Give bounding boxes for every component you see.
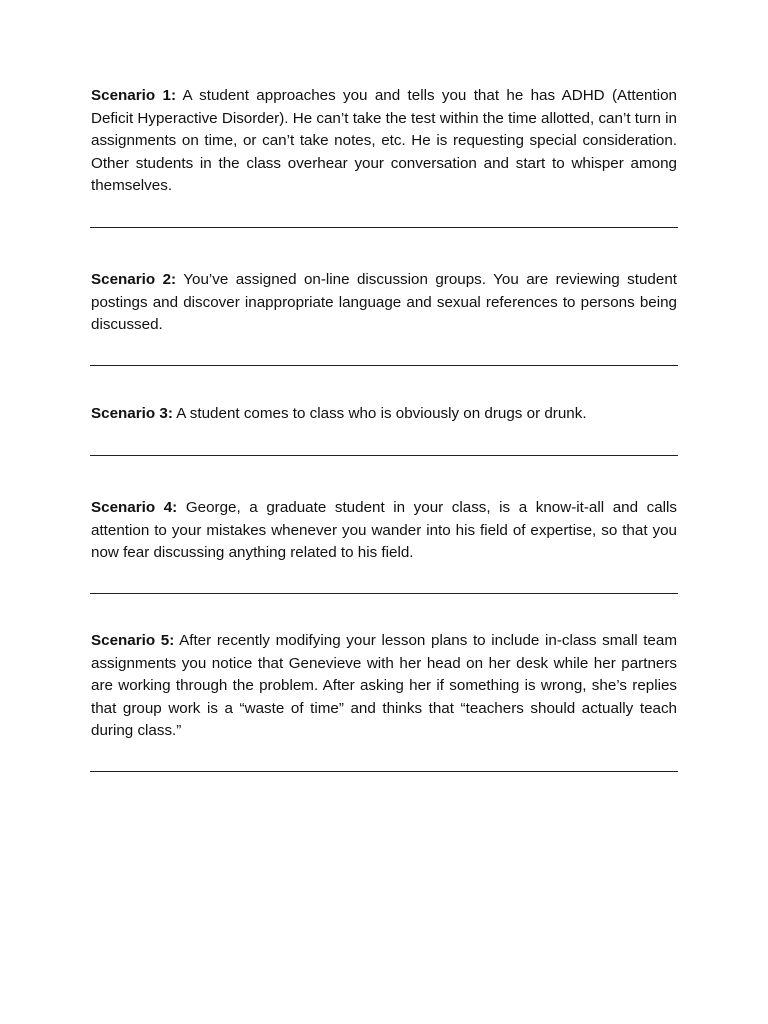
scenario-5-label: Scenario 5: — [91, 632, 175, 649]
answer-line-2 — [90, 365, 678, 366]
scenario-4-text: George, a graduate student in your class, is a know-it-all and calls attention to your mistakes whenever you wander into his field of expertise, so that you now fear discussing anything related to his field. — [91, 499, 677, 561]
answer-line-1 — [90, 227, 678, 228]
scenario-2-label: Scenario 2: — [91, 271, 177, 288]
scenario-2 — [91, 269, 677, 337]
answer-line-3 — [90, 455, 678, 456]
scenario-3-label: Scenario 3: — [91, 405, 173, 422]
scenario-2-text: You’ve assigned on-line discussion groups. You are reviewing student postings and discover inappropriate language and sexual references to persons being discussed. — [91, 271, 677, 333]
scenario-5 — [91, 630, 677, 743]
answer-line-4 — [90, 593, 678, 594]
scenario-3-text: A student comes to class who is obviously on drugs or drunk. — [176, 405, 587, 422]
scenario-5-text: After recently modifying your lesson plans to include in-class small team assignments you notice that Genevieve with her head on her desk while her partners are working through the problem. After asking her if something is wrong, she’s replies that group work is a “waste of time” and thinks that “teachers should actually teach during class.” — [91, 632, 677, 739]
scenario-4-label: Scenario 4: — [91, 499, 178, 516]
scenario-3 — [91, 403, 677, 426]
scenario-4 — [91, 497, 677, 565]
answer-line-5 — [90, 771, 678, 772]
scenario-1-text: A student approaches you and tells you that he has ADHD (Attention Deficit Hyperactive Disorder). He can’t take the test within the time allotted, can’t turn in assignments on time, or can’t take notes, etc. He is requesting special consideration. Other students in the class overhear your conversation and start to whisper among themselves. — [91, 87, 677, 194]
scenario-1 — [91, 85, 677, 198]
scenario-1-label: Scenario 1: — [91, 87, 176, 104]
